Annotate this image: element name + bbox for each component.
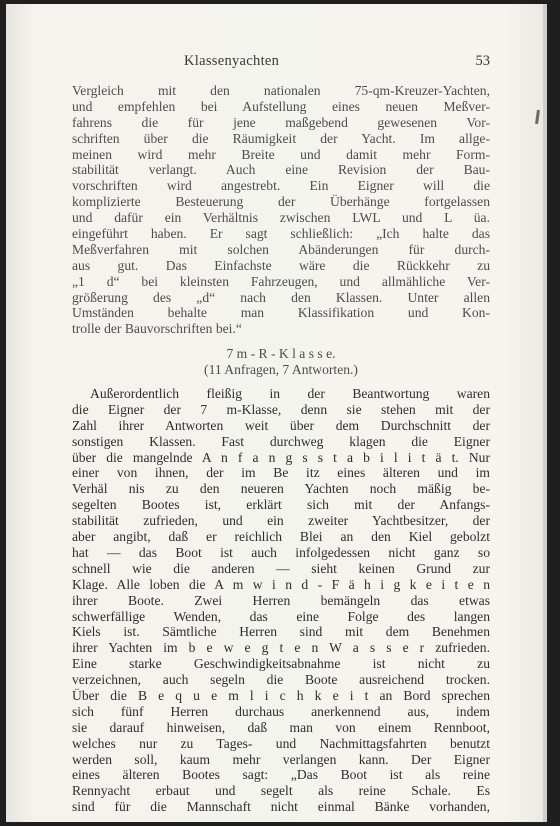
text-line: einer von ihnen, der im Be itz eines älteren und im — [72, 465, 490, 481]
text-line: komplizierte Besteuerung der Überhänge fortgelassen — [72, 194, 490, 210]
text-line: segelten Bootes ist, erklärt sich mit der Anfangs- — [72, 497, 490, 513]
text-line: ihrer Boote. Zwei Herren bemängeln das etwas — [72, 592, 490, 608]
text-line: über die mangelnde A n f a n g s s t a b i l i t ä t. Nur — [72, 449, 490, 465]
text-line: größerung des „d“ nach den Klassen. Unter allen — [72, 289, 490, 305]
text-line: Meßverfahren mit solchen Abänderungen für durch- — [72, 241, 490, 257]
text-line: stabilität verlangt. Auch eine Revision der Bau- — [72, 162, 490, 178]
intro-paragraph — [72, 83, 490, 337]
page-edge — [543, 4, 547, 822]
text-line: und empfehlen bei Aufstellung eines neuen Meßver- — [72, 98, 490, 114]
page-header — [72, 53, 490, 73]
text-line: sonstigen Klassen. Fast durchweg klagen die Eigner — [72, 433, 490, 449]
text-line: Umständen behalte man Klassifikation und Kon- — [72, 305, 490, 321]
text-line: welches nur zu Tages- und Nachmittagsfahrten benutzt — [72, 735, 490, 751]
text-line: stabilität zufrieden, und ein zweiter Yachtbesitzer, der — [72, 513, 490, 529]
page-number: 53 — [475, 53, 490, 69]
text-line: „1 d“ bei kleinsten Fahrzeugen, und allmähliche Ver- — [72, 273, 490, 289]
text-line: Rennyacht erbaut und segelt als reine Schale. Es — [72, 783, 490, 799]
running-head: Klassenyachten — [184, 53, 280, 69]
margin-mark — [535, 110, 540, 124]
text-line: ihrer Yachten im b e w e g t e n W a s s e r zufrieden. — [72, 640, 490, 656]
text-line: trolle der Bauvorschriften bei.“ — [72, 321, 242, 337]
text-line: eines älteren Bootes sagt: „Das Boot ist als reine — [72, 767, 490, 783]
text-line: Zahl ihrer Antworten weit über dem Durchschnitt der — [72, 417, 490, 433]
text-line: Vergleich mit den nationalen 75-qm-Kreuzer-Yachten, — [72, 83, 490, 98]
text-line: sind für die Mannschaft nicht einmal Bänke vorhanden, — [72, 799, 490, 815]
text-line: schnell wie die anderen — sieht keinen Grund zur — [72, 560, 490, 576]
text-line: die Eigner der 7 m-Klasse, denn sie stehen mit der — [72, 401, 490, 417]
text-line: verzeichnen, auch segeln die Boote ausreichend trocken. — [72, 672, 490, 688]
text-line: schwerfällige Wenden, das eine Folge des langen — [72, 608, 490, 624]
text-line: werden soll, kaum mehr verlangen kann. Der Eigner — [72, 751, 490, 767]
text-line: Außerordentlich fleißig in der Beantwortung waren — [90, 386, 490, 402]
section-heading — [72, 346, 490, 378]
text-line: aber angibt, daß er reichlich Blei an den Kiel gebolzt — [72, 529, 490, 545]
section-title: 7 m - R - K l a s s e. — [226, 346, 336, 362]
text-line: Über die B e q u e m l i c h k e i t an Bord sprechen — [72, 687, 490, 703]
text-line: fahrens die für jene maßgebend gewesenen Vor- — [72, 114, 490, 130]
text-line: sie darauf hinweisen, daß man von einem Rennboot, — [72, 719, 490, 735]
text-line: eingeführt haben. Er sagt schließlich: „Ich halte das — [72, 226, 490, 242]
section-subtitle: (11 Anfragen, 7 Antworten.) — [204, 362, 358, 378]
text-line: Eine starke Geschwindigkeitsabnahme ist nicht zu — [72, 656, 490, 672]
text-line: aus gut. Das Einfachste wäre die Rückkehr zu — [72, 257, 490, 273]
text-line: meinen wird mehr Breite und damit mehr Form- — [72, 146, 490, 162]
text-line: vorschriften wird angestrebt. Ein Eigner will die — [72, 178, 490, 194]
text-line: und dafür ein Verhältnis zwischen LWL und L üa. — [72, 210, 490, 226]
text-line: Klage. Alle loben die A m w i n d - F ä h i g k e i t e n — [72, 576, 490, 592]
text-line: Verhäl nis zu den neueren Yachten noch mäßig be- — [72, 481, 490, 497]
text-line: schriften über die Räumigkeit der Yacht. Im allge- — [72, 130, 490, 146]
text-line: Kiels ist. Sämtliche Herren sind mit dem Benehmen — [72, 624, 490, 640]
text-line: hat — das Boot ist auch infolgedessen nicht ganz so — [72, 544, 490, 560]
body-paragraph — [72, 386, 490, 815]
book-page — [6, 4, 547, 822]
text-line: sich fünf Herren durchaus anerkennend aus, indem — [72, 703, 490, 719]
page-body — [72, 83, 490, 815]
